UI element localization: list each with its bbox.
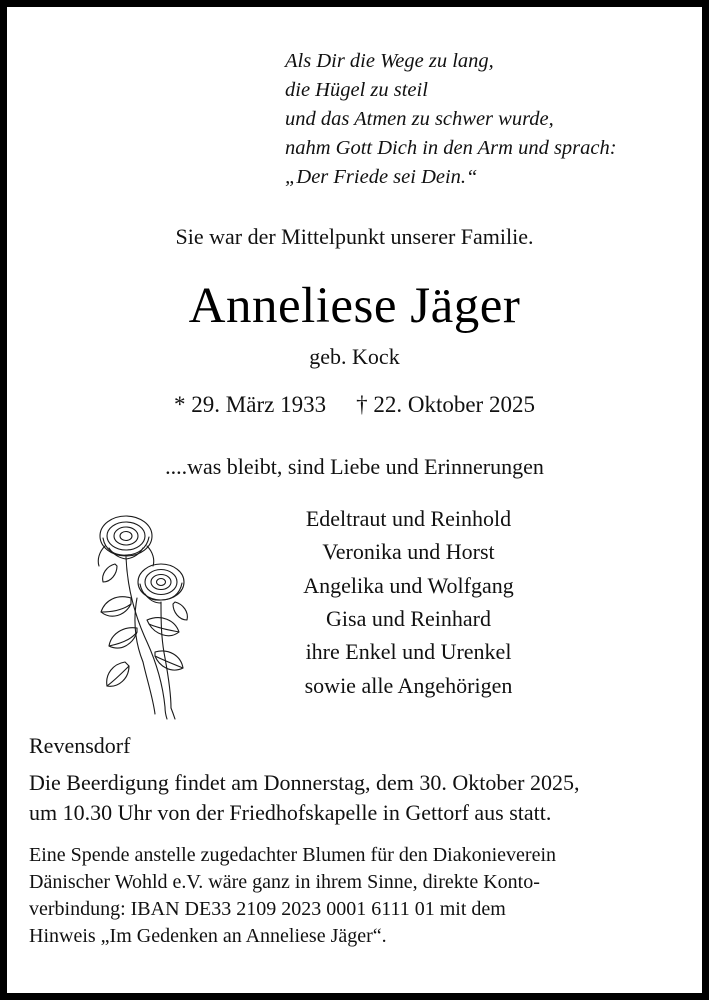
funeral-details [27,768,682,828]
poem-line: die Hügel zu steil [285,79,428,102]
donation-line: verbindung: IBAN DE33 2109 2023 0001 6111 01 mit dem [29,898,506,921]
deceased-name: Anneliese Jäger [188,277,521,334]
life-dates [27,392,682,418]
death-date: † 22. Oktober 2025 [356,391,535,417]
motto-text: ....was bleibt, sind Liebe und Erinnerungen [165,453,544,479]
donation-line: Hinweis „Im Gedenken an Anneliese Jäger“. [29,924,387,947]
list-item: Angelika und Wolfgang [303,572,514,598]
list-item: Veronika und Horst [322,539,495,565]
list-item: ihre Enkel und Urenkel [305,639,512,665]
place-name: Revensdorf [29,732,131,758]
maiden-name: geb. Kock [309,343,400,369]
poem-line: nahm Gott Dich in den Arm und sprach: [285,137,617,160]
list-item: Edeltraut und Reinhold [305,505,512,531]
poem-line: „Der Friede sei Dein.“ [285,166,478,189]
intro-text: Sie war der Mittelpunkt unserer Familie. [175,223,534,249]
obituary-content [7,7,702,993]
poem-line: Als Dir die Wege zu lang, [285,50,494,72]
donation-line: Eine Spende anstelle zugedachter Blumen für den Diakonieverein [29,844,557,867]
funeral-line: um 10.30 Uhr von der Friedhofskapelle in Gettorf aus statt. [29,799,552,825]
survivors-section [27,502,682,727]
birth-date: * 29. März 1933 [174,391,327,417]
donation-notice [27,842,682,949]
poem-block [27,47,682,193]
poem-line: und das Atmen zu schwer wurde, [285,108,554,131]
list-item: sowie alle Angehörigen [304,672,513,698]
donation-line: Dänischer Wohld e.V. wäre ganz in ihrem Sinne, direkte Konto- [29,871,540,894]
rose-bouquet-icon [85,502,215,722]
list-item: Gisa und Reinhard [326,605,491,631]
funeral-line: Die Beerdigung findet am Donnerstag, dem 30. Oktober 2025, [29,769,580,795]
